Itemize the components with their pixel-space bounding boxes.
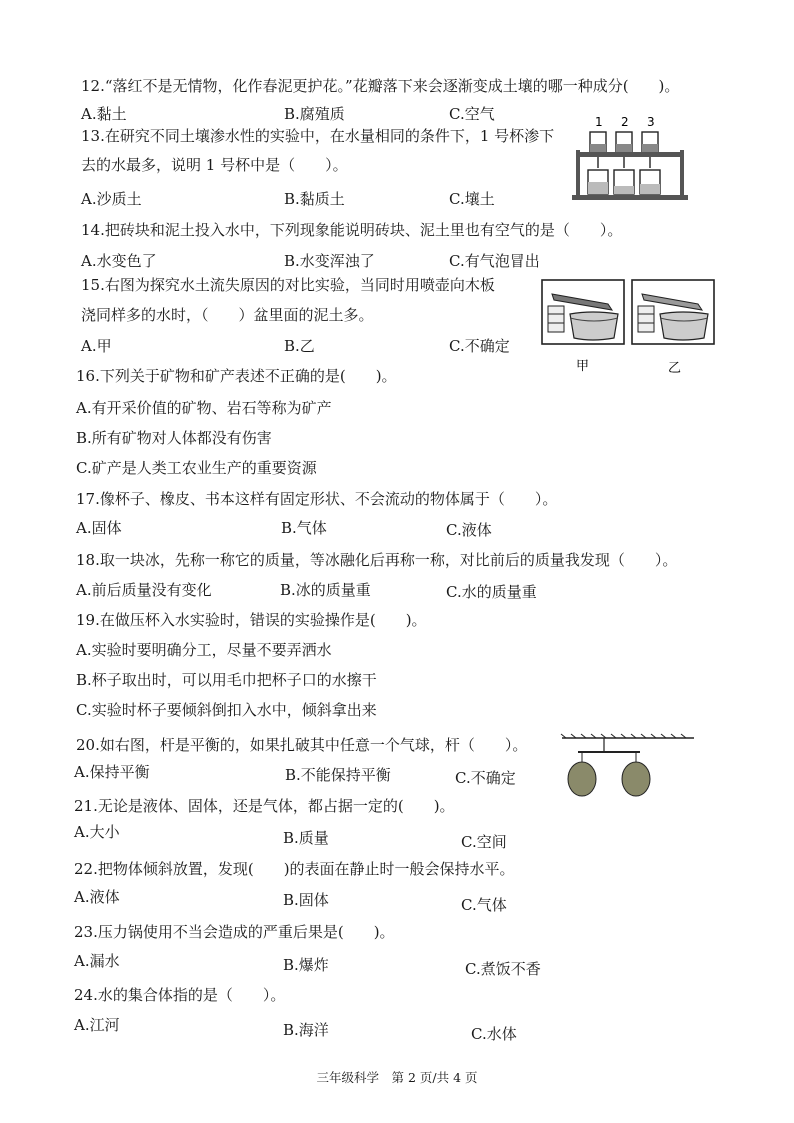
cup-number-2: 2 bbox=[621, 115, 629, 129]
q12-option-a[interactable]: A.黏土 bbox=[81, 105, 127, 123]
q21-stem: 21.无论是液体、固体，还是气体，都占据一定的( )。 bbox=[74, 797, 455, 815]
q13-stem-line1: 13.在研究不同土壤渗水性的实验中，在水量相同的条件下，1 号杯渗下 bbox=[81, 127, 555, 145]
q14-option-a[interactable]: A.水变色了 bbox=[81, 252, 157, 270]
q22-stem: 22.把物体倾斜放置，发现( )的表面在静止时一般会保持水平。 bbox=[74, 860, 515, 878]
q23-stem: 23.压力锅使用不当会造成的严重后果是( )。 bbox=[74, 923, 395, 941]
q16-option-b[interactable]: B.所有矿物对人体都没有伤害 bbox=[76, 429, 272, 447]
q12-stem: 12.“落红不是无情物，化作春泥更护花。”花瓣落下来会逐渐变成土壤的哪一种成分( )。 bbox=[81, 77, 680, 95]
q23-option-b[interactable]: B.爆炸 bbox=[283, 956, 329, 974]
q16-option-a[interactable]: A.有开采价值的矿物、岩石等称为矿产 bbox=[76, 399, 332, 417]
q16-stem: 16.下列关于矿物和矿产表述不正确的是( )。 bbox=[76, 367, 397, 385]
q23-option-c[interactable]: C.煮饭不香 bbox=[465, 960, 541, 978]
q15-stem-line1: 15.右图为探究水土流失原因的对比实验，当同时用喷壶向木板 bbox=[81, 276, 495, 294]
q13-stem-line2: 去的水最多，说明 1 号杯中是（ ）。 bbox=[81, 156, 348, 174]
soil-erosion-figure bbox=[540, 278, 720, 376]
q18-option-c[interactable]: C.水的质量重 bbox=[446, 583, 537, 601]
q20-stem: 20.如右图，杆是平衡的，如果扎破其中任意一个气球，杆（ ）。 bbox=[76, 736, 528, 754]
q17-option-c[interactable]: C.液体 bbox=[446, 521, 492, 539]
q13-option-a[interactable]: A.沙质土 bbox=[81, 190, 142, 208]
q14-option-c[interactable]: C.有气泡冒出 bbox=[449, 252, 540, 270]
q17-option-b[interactable]: B.气体 bbox=[281, 519, 327, 537]
q24-option-c[interactable]: C.水体 bbox=[471, 1025, 517, 1043]
q17-option-a[interactable]: A.固体 bbox=[76, 519, 122, 537]
q14-stem: 14.把砖块和泥土投入水中，下列现象能说明砖块、泥土里也有空气的是（ ）。 bbox=[81, 221, 623, 239]
q19-stem: 19.在做压杯入水实验时，错误的实验操作是( )。 bbox=[76, 611, 427, 629]
q18-option-a[interactable]: A.前后质量没有变化 bbox=[76, 581, 212, 599]
q23-option-a[interactable]: A.漏水 bbox=[74, 952, 120, 970]
q13-option-b[interactable]: B.黏质土 bbox=[284, 190, 345, 208]
q15-option-b[interactable]: B.乙 bbox=[284, 337, 315, 355]
q12-option-b[interactable]: B.腐殖质 bbox=[284, 105, 345, 123]
q20-option-a[interactable]: A.保持平衡 bbox=[74, 763, 150, 781]
q24-option-b[interactable]: B.海洋 bbox=[283, 1021, 329, 1039]
q17-stem: 17.像杯子、橡皮、书本这样有固定形状、不会流动的物体属于（ ）。 bbox=[76, 490, 558, 508]
q21-option-c[interactable]: C.空间 bbox=[461, 833, 507, 851]
cup-number-1: 1 bbox=[595, 115, 603, 129]
q19-option-b[interactable]: B.杯子取出时，可以用毛巾把杯子口的水擦干 bbox=[76, 671, 377, 689]
cup-number-3: 3 bbox=[647, 115, 655, 129]
q22-option-c[interactable]: C.气体 bbox=[461, 896, 507, 914]
q15-option-c[interactable]: C.不确定 bbox=[449, 337, 510, 355]
figure-label-jia: 甲 bbox=[576, 359, 590, 374]
q20-option-b[interactable]: B.不能保持平衡 bbox=[285, 766, 391, 784]
q16-option-c[interactable]: C.矿产是人类工农业生产的重要资源 bbox=[76, 459, 317, 477]
q21-option-b[interactable]: B.质量 bbox=[283, 829, 329, 847]
balloon-balance-figure bbox=[558, 733, 698, 803]
q14-option-b[interactable]: B.水变浑浊了 bbox=[284, 252, 375, 270]
q18-stem: 18.取一块冰，先称一称它的质量，等冰融化后再称一称，对比前后的质量我发现（ ）。 bbox=[76, 551, 678, 569]
soil-cups-stand-figure bbox=[566, 112, 696, 202]
q20-option-c[interactable]: C.不确定 bbox=[455, 769, 516, 787]
q24-option-a[interactable]: A.江河 bbox=[74, 1016, 120, 1034]
q13-option-c[interactable]: C.壤土 bbox=[449, 190, 495, 208]
q18-option-b[interactable]: B.冰的质量重 bbox=[280, 581, 371, 599]
q22-option-b[interactable]: B.固体 bbox=[283, 891, 329, 909]
page-footer: 三年级科学 第 2 页/共 4 页 bbox=[316, 1070, 478, 1085]
q24-stem: 24.水的集合体指的是（ ）。 bbox=[74, 986, 286, 1004]
q15-option-a[interactable]: A.甲 bbox=[81, 337, 112, 355]
q21-option-a[interactable]: A.大小 bbox=[74, 823, 120, 841]
q12-option-c[interactable]: C.空气 bbox=[449, 105, 495, 123]
q19-option-a[interactable]: A.实验时要明确分工，尽量不要弄洒水 bbox=[76, 641, 332, 659]
figure-label-yi: 乙 bbox=[668, 361, 682, 376]
q15-stem-line2: 浇同样多的水时，（ ）盆里面的泥土多。 bbox=[81, 306, 374, 324]
q19-option-c[interactable]: C.实验时杯子要倾斜倒扣入水中，倾斜拿出来 bbox=[76, 701, 377, 719]
q22-option-a[interactable]: A.液体 bbox=[74, 888, 120, 906]
